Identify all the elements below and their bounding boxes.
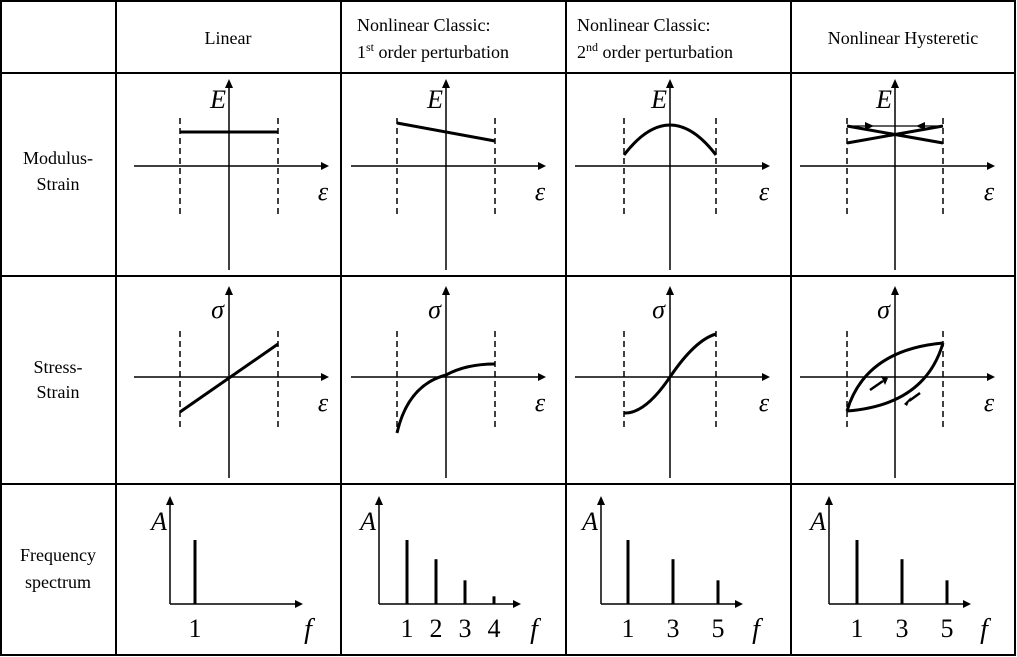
column-headers xyxy=(205,15,979,62)
axis-label-E: E xyxy=(210,85,226,114)
column-header-first-order-line2: 1st order perturbation xyxy=(357,40,509,62)
axis-label-A: A xyxy=(360,507,376,536)
table-grid xyxy=(1,1,1015,655)
harmonic-tick-label: 1 xyxy=(400,614,414,643)
modulus-strain-linear xyxy=(134,79,329,270)
axis-label-epsilon: ε xyxy=(983,388,995,417)
modulus-strain-first-order xyxy=(351,79,546,270)
stress-strain-first-order xyxy=(351,286,546,478)
axis-label-A: A xyxy=(582,507,598,536)
stress-strain-hysteretic xyxy=(800,286,995,478)
spectrum-first-order xyxy=(358,496,541,645)
axis-label-f: f xyxy=(980,614,988,645)
axis-label-sigma: σ xyxy=(652,295,665,324)
axis-label-A: A xyxy=(810,507,826,536)
modulus-strain-hysteretic xyxy=(800,79,995,270)
row-header-frequency-line1: Frequency xyxy=(20,545,96,565)
axis-label-E: E xyxy=(427,85,443,114)
column-header-linear: Linear xyxy=(204,28,252,48)
harmonic-tick-label: 1 xyxy=(188,614,202,643)
axis-label-epsilon: ε xyxy=(758,388,770,417)
harmonic-tick-label: 4 xyxy=(487,614,501,643)
stress-strain-second-order xyxy=(575,286,770,478)
axis-label-epsilon: ε xyxy=(317,388,329,417)
axis-label-f: f xyxy=(304,614,312,645)
harmonic-tick-label: 3 xyxy=(895,614,909,643)
axis-label-epsilon: ε xyxy=(983,177,995,206)
axis-label-A: A xyxy=(151,507,167,536)
axis-label-sigma: σ xyxy=(877,295,890,324)
axis-label-E: E xyxy=(651,85,667,114)
column-header-first-order-line1: Nonlinear Classic: xyxy=(357,15,491,35)
row-header-stress-line2: Strain xyxy=(36,382,80,402)
axis-label-epsilon: ε xyxy=(534,388,546,417)
row-headers xyxy=(20,148,96,592)
harmonic-tick-label: 2 xyxy=(429,614,443,643)
harmonic-tick-label: 5 xyxy=(940,614,954,643)
harmonic-tick-label: 3 xyxy=(458,614,472,643)
row-header-stress-line1: Stress- xyxy=(33,357,83,377)
column-header-second-order-line1: Nonlinear Classic: xyxy=(577,15,711,35)
axis-label-f: f xyxy=(752,614,760,645)
modulus-strain-second-order xyxy=(575,79,770,270)
axis-label-epsilon: ε xyxy=(317,177,329,206)
spectrum-second-order xyxy=(580,496,763,645)
harmonic-tick-label: 1 xyxy=(621,614,635,643)
axis-label-E: E xyxy=(876,85,892,114)
column-header-second-order-line2: 2nd order perturbation xyxy=(577,40,733,62)
harmonic-tick-label: 5 xyxy=(711,614,725,643)
axis-label-epsilon: ε xyxy=(758,177,770,206)
stress-strain-linear xyxy=(134,286,329,478)
axis-label-f: f xyxy=(530,614,538,645)
axis-label-epsilon: ε xyxy=(534,177,546,206)
harmonic-tick-label: 1 xyxy=(850,614,864,643)
column-header-hysteretic: Nonlinear Hysteretic xyxy=(827,28,979,48)
row-header-modulus-line1: Modulus- xyxy=(22,148,94,168)
row-header-modulus-line2: Strain xyxy=(36,174,80,194)
spectrum-hysteretic xyxy=(808,496,991,645)
spectrum-linear xyxy=(149,496,315,645)
row-header-frequency-line2: spectrum xyxy=(25,572,91,592)
axis-label-sigma: σ xyxy=(428,295,441,324)
harmonic-tick-label: 3 xyxy=(666,614,680,643)
axis-label-sigma: σ xyxy=(211,295,224,324)
